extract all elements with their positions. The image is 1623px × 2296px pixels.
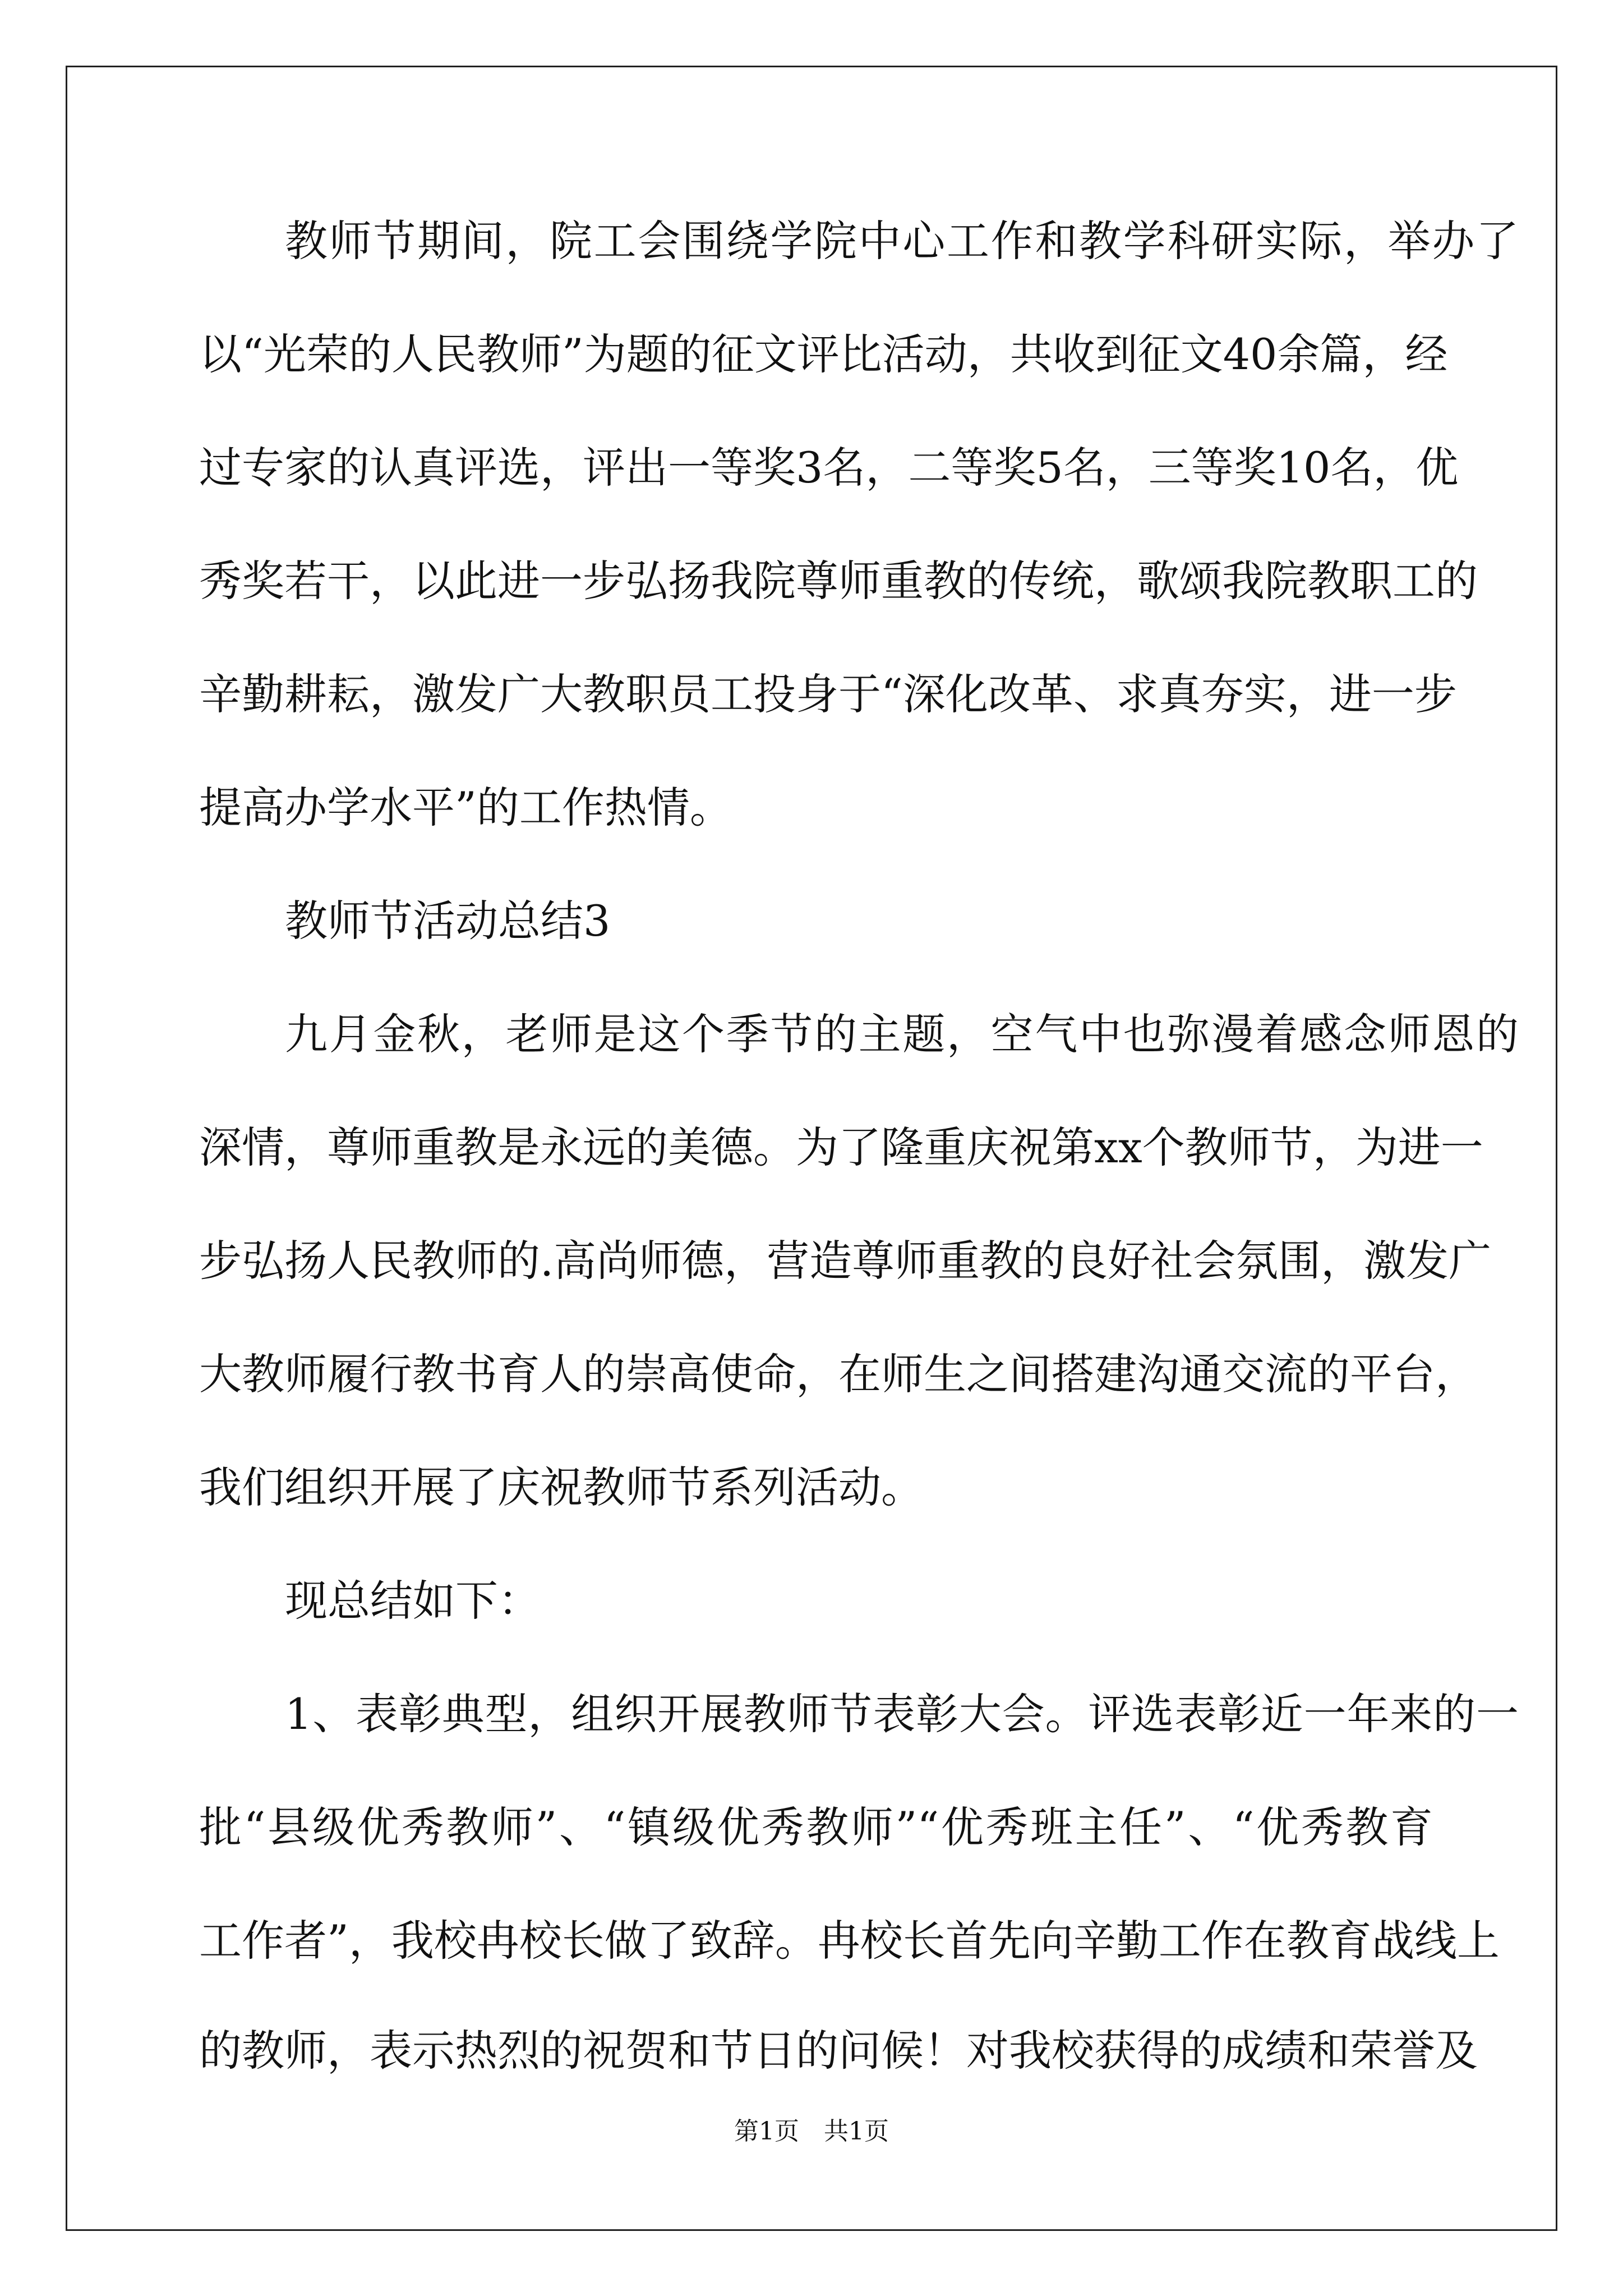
paragraph-line: 大教师履行教书育人的崇高使命，在师生之间搭建沟通交流的平台， bbox=[199, 1349, 1478, 1399]
paragraph-line: 步弘扬人民教师的.高尚师德，营造尊师重教的良好社会氛围，激发广 bbox=[199, 1236, 1492, 1286]
paragraph-line: 提高办学水平”的工作热情。 bbox=[199, 783, 732, 832]
paragraph-line: 以“光荣的人民教师”为题的征文评比活动，共收到征文40余篇，经 bbox=[199, 329, 1448, 379]
paragraph-line: 九月金秋，老师是这个季节的主题，空气中也弥漫着感念师恩的 bbox=[285, 1009, 1519, 1059]
paragraph-line: 批“县级优秀教师”、“镇级优秀教师”“优秀班主任”、“优秀教育 bbox=[199, 1802, 1433, 1852]
paragraph-line: 我们组织开展了庆祝教师节系列活动。 bbox=[199, 1462, 924, 1512]
page-number-footer: 第1页 共1页 bbox=[734, 2117, 889, 2146]
paragraph-line: 工作者”，我校冉校长做了致辞。冉校长首先向辛勤工作在教育战线上 bbox=[199, 1916, 1500, 1966]
paragraph-line: 的教师，表示热烈的祝贺和节日的问候！对我校获得的成绩和荣誉及 bbox=[199, 2026, 1478, 2076]
paragraph-line: 过专家的认真评选，评出一等奖3名，二等奖5名，三等奖10名，优 bbox=[199, 443, 1459, 493]
paragraph-line: 1、表彰典型，组织开展教师节表彰大会。评选表彰近一年来的一 bbox=[285, 1689, 1519, 1739]
section-heading: 教师节活动总结3 bbox=[285, 896, 611, 946]
paragraph-line: 辛勤耕耘，激发广大教职员工投身于“深化改革、求真夯实，进一步 bbox=[199, 669, 1457, 719]
paragraph-line: 教师节期间，院工会围绕学院中心工作和教学科研实际，举办了 bbox=[285, 216, 1519, 266]
paragraph-line: 深情，尊师重教是永远的美德。为了隆重庆祝第xx个教师节，为进一 bbox=[199, 1122, 1483, 1172]
paragraph-line: 现总结如下： bbox=[285, 1576, 541, 1626]
paragraph-line: 秀奖若干，以此进一步弘扬我院尊师重教的传统，歌颂我院教职工的 bbox=[199, 556, 1478, 606]
